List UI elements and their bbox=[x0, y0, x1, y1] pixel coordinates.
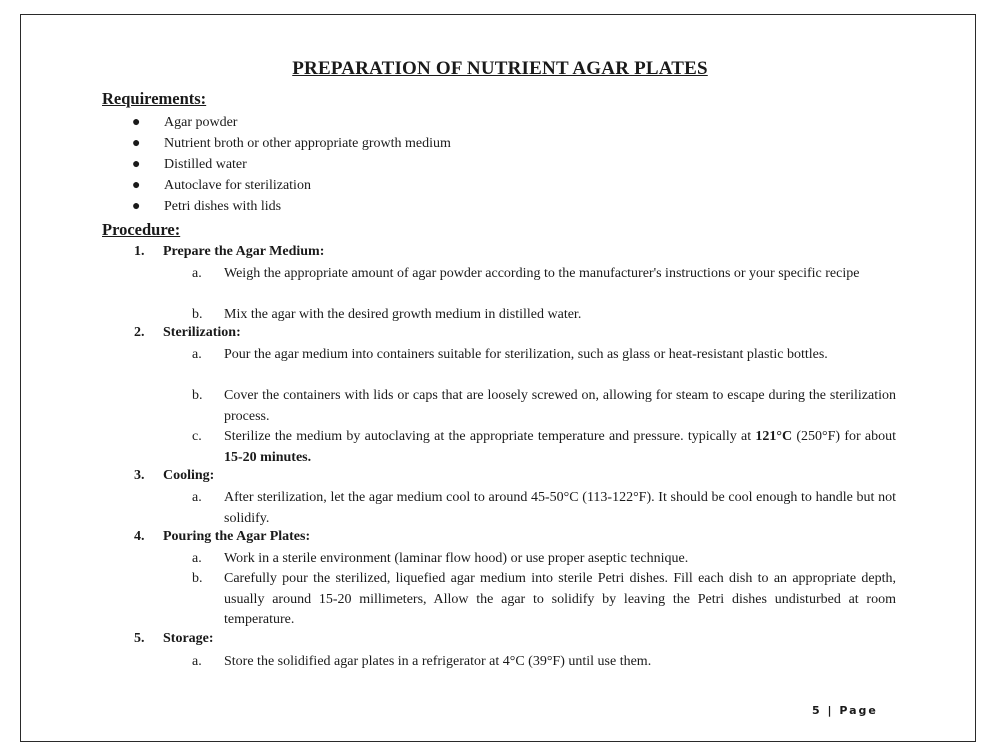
list-item bbox=[132, 175, 451, 196]
list-item bbox=[132, 154, 451, 175]
sub-text bbox=[224, 427, 896, 468]
requirements-list bbox=[132, 112, 451, 217]
sub-letter: a. bbox=[192, 654, 202, 669]
requirement-text: Autoclave for sterilization bbox=[164, 178, 311, 193]
step-4 bbox=[134, 529, 310, 545]
sub-text: Cover the containers with lids or caps that are loosely screwed on, allowing for steam to escape during the sterilization process. bbox=[224, 388, 896, 424]
step-number: 1. bbox=[134, 244, 145, 259]
duration-value: 15-20 minutes. bbox=[224, 449, 312, 465]
requirement-text: Petri dishes with lids bbox=[164, 199, 282, 214]
sub-text: Mix the agar with the desired growth medium in distilled water. bbox=[224, 307, 582, 322]
sub-letter: b. bbox=[192, 388, 203, 403]
step-2 bbox=[134, 325, 241, 341]
document-title: PREPARATION OF NUTRIENT AGAR PLATES bbox=[292, 58, 708, 79]
step-4-sub-a bbox=[192, 549, 896, 570]
step-title: Prepare the Agar Medium: bbox=[163, 244, 325, 259]
step-number: 3. bbox=[134, 468, 145, 483]
step-3 bbox=[134, 468, 214, 484]
sub-letter: c. bbox=[192, 429, 202, 444]
page-number-footer: 5 | Page bbox=[812, 704, 878, 717]
step-2-sub-a bbox=[192, 345, 896, 366]
list-item bbox=[132, 112, 451, 133]
sub-letter: a. bbox=[192, 551, 202, 566]
step-4-sub-b bbox=[192, 569, 896, 631]
step-1 bbox=[134, 244, 324, 260]
requirement-text: Agar powder bbox=[164, 115, 238, 130]
sub-text-part: (250°F) for about bbox=[792, 429, 896, 444]
bullet-icon: ● bbox=[132, 136, 141, 151]
step-3-sub-a bbox=[192, 488, 896, 529]
sub-text: Work in a sterile environment (laminar flow hood) or use proper aseptic technique. bbox=[224, 551, 689, 566]
sub-text: Pour the agar medium into containers suitable for sterilization, such as glass or heat-resistant plastic bottles. bbox=[224, 347, 828, 362]
step-number: 5. bbox=[134, 631, 145, 646]
requirement-text: Nutrient broth or other appropriate growth medium bbox=[164, 136, 451, 151]
step-title: Storage: bbox=[163, 631, 214, 646]
procedure-heading: Procedure: bbox=[102, 220, 181, 239]
requirements-heading: Requirements: bbox=[102, 89, 207, 108]
step-5 bbox=[134, 631, 214, 647]
step-1-sub-a bbox=[192, 264, 896, 285]
sub-text: After sterilization, let the agar medium cool to around 45-50°C (113-122°F). It should be cool enough to handle but not solidify. bbox=[224, 490, 896, 526]
step-2-sub-b bbox=[192, 386, 896, 427]
sub-letter: a. bbox=[192, 266, 202, 281]
bullet-icon: ● bbox=[132, 178, 141, 193]
bullet-icon: ● bbox=[132, 157, 141, 172]
sub-text: Weigh the appropriate amount of agar powder according to the manufacturer's instructions or your specific recipe bbox=[224, 266, 860, 281]
step-5-sub-a bbox=[192, 652, 896, 673]
step-title: Cooling: bbox=[163, 468, 215, 483]
list-item bbox=[132, 133, 451, 154]
requirement-text: Distilled water bbox=[164, 157, 247, 172]
step-2-sub-c bbox=[192, 427, 896, 468]
sub-text: Store the solidified agar plates in a refrigerator at 4°C (39°F) until use them. bbox=[224, 654, 652, 669]
bullet-icon: ● bbox=[132, 115, 141, 130]
step-1-sub-b bbox=[192, 305, 896, 326]
sub-letter: b. bbox=[192, 307, 203, 322]
sub-letter: a. bbox=[192, 490, 202, 505]
bullet-icon: ● bbox=[132, 199, 141, 214]
step-number: 4. bbox=[134, 529, 145, 544]
list-item bbox=[132, 196, 451, 217]
sub-letter: b. bbox=[192, 571, 203, 586]
sub-letter: a. bbox=[192, 347, 202, 362]
step-title: Sterilization: bbox=[163, 325, 241, 340]
temperature-value: 121°C bbox=[755, 429, 793, 444]
sub-text: Carefully pour the sterilized, liquefied agar medium into sterile Petri dishes. Fill each dish to an appropriate depth, usually around 15-20 millimeters, Allow the agar to solidify by leaving the Petri dishes undisturbed at room temperature. bbox=[224, 571, 896, 627]
step-title: Pouring the Agar Plates: bbox=[163, 529, 311, 544]
step-number: 2. bbox=[134, 325, 145, 340]
sub-text-part: Sterilize the medium by autoclaving at the appropriate temperature and pressure. typically at bbox=[224, 429, 756, 444]
